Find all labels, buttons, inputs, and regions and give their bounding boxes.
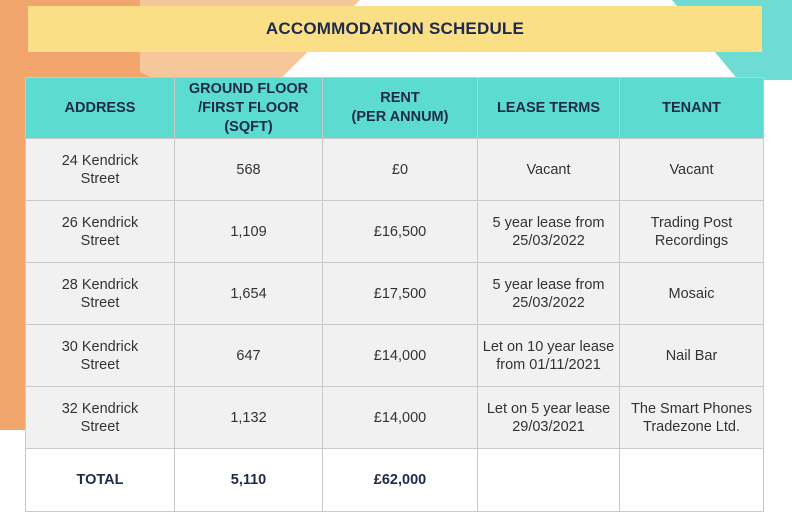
header-rent-line-1: RENT [380, 90, 420, 106]
tenant-cell: The Smart Phones Tradezone Ltd. [620, 387, 764, 449]
tenant-cell: Vacant [620, 139, 764, 201]
lease-terms-cell: 5 year lease from 25/03/2022 [478, 263, 620, 325]
header-floor-line-2: /FIRST FLOOR [198, 99, 299, 116]
rent-cell: £14,000 [323, 387, 478, 449]
rent-cell: £0 [323, 139, 478, 201]
address-cell [26, 201, 175, 263]
address-line-2: Street [80, 294, 120, 311]
table-row [26, 325, 764, 387]
rent-cell: £17,500 [323, 263, 478, 325]
address-line-2: Street [80, 356, 120, 373]
lease-terms-cell: Let on 5 year lease 29/03/2021 [478, 387, 620, 449]
floor-area-cell: 568 [175, 139, 323, 201]
total-floor-area: 5,110 [175, 449, 323, 512]
floor-area-cell: 1,132 [175, 387, 323, 449]
address-line-1: 32 Kendrick [61, 400, 139, 417]
address-line-2: Street [80, 170, 120, 187]
page-title: ACCOMMODATION SCHEDULE [28, 6, 762, 52]
table-header-row [26, 78, 764, 139]
header-rent [323, 78, 478, 139]
header-address: ADDRESS [26, 78, 175, 139]
total-lease-empty [478, 449, 620, 512]
header-floor-line-1: GROUND FLOOR [188, 80, 309, 97]
tenant-cell: Trading Post Recordings [620, 201, 764, 263]
floor-area-cell: 1,109 [175, 201, 323, 263]
floor-area-cell: 647 [175, 325, 323, 387]
tenant-cell: Mosaic [620, 263, 764, 325]
lease-terms-cell: 5 year lease from 25/03/2022 [478, 201, 620, 263]
lease-terms-cell: Vacant [478, 139, 620, 201]
accommodation-table [25, 77, 764, 512]
address-line-1: 24 Kendrick [61, 152, 139, 169]
table-row [26, 263, 764, 325]
header-tenant: TENANT [620, 78, 764, 139]
total-tenant-empty [620, 449, 764, 512]
total-label: TOTAL [26, 449, 175, 512]
address-cell [26, 387, 175, 449]
address-line-1: 26 Kendrick [61, 214, 139, 231]
address-line-2: Street [80, 418, 120, 435]
floor-area-cell: 1,654 [175, 263, 323, 325]
lease-terms-cell: Let on 10 year lease from 01/11/2021 [478, 325, 620, 387]
header-floor-line-3: (SQFT) [224, 118, 273, 135]
total-row [26, 449, 764, 512]
table-row [26, 201, 764, 263]
address-line-1: 28 Kendrick [61, 276, 139, 293]
header-rent-line-2: (PER ANNUM) [351, 109, 449, 125]
rent-cell: £14,000 [323, 325, 478, 387]
tenant-cell: Nail Bar [620, 325, 764, 387]
table-row [26, 139, 764, 201]
rent-cell: £16,500 [323, 201, 478, 263]
header-floor-area [175, 78, 323, 139]
address-cell [26, 263, 175, 325]
header-lease-terms: LEASE TERMS [478, 78, 620, 139]
table-row [26, 387, 764, 449]
total-rent: £62,000 [323, 449, 478, 512]
address-cell [26, 325, 175, 387]
address-cell [26, 139, 175, 201]
address-line-2: Street [80, 232, 120, 249]
address-line-1: 30 Kendrick [61, 338, 139, 355]
